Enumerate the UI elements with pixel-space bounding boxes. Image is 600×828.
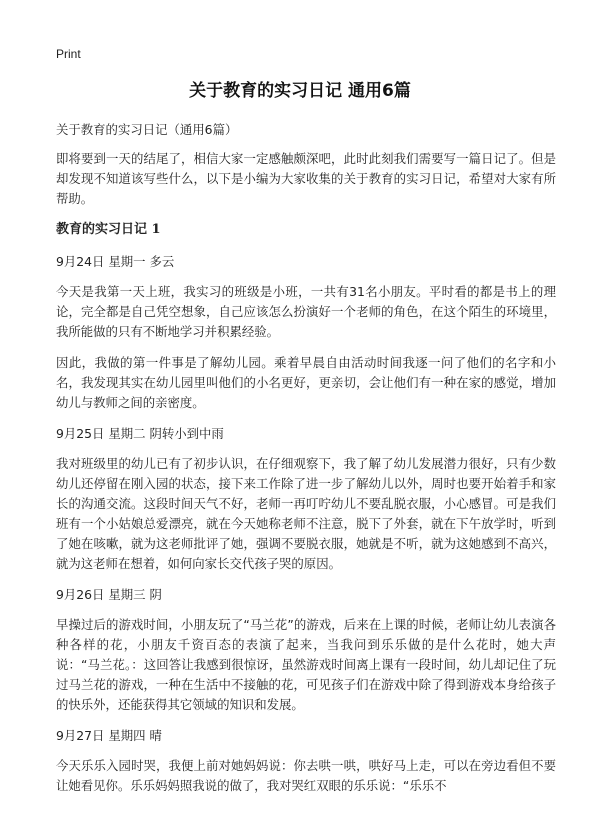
entry-paragraph: 今天乐乐入园时哭，我便上前对她妈妈说：你去哄一哄，哄好马上走，可以在旁边看但不要让她看见你。乐乐妈妈照我说的做了，我对哭红双眼的乐乐说：“乐乐不 <box>56 758 556 793</box>
entry-paragraph: 今天是我第一天上班，我实习的班级是小班，一共有31名小朋友。平时看的都是书上的理论，完全都是自己凭空想象，自己应该怎么扮演好一个老师的角色，在这个陌生的环境里，我所能做的只有不断地学习并积累经验。 <box>56 284 556 339</box>
page-title: 关于教育的实习日记 通用6篇 <box>189 81 411 101</box>
section-heading: 教育的实习日记 1 <box>56 222 161 237</box>
entry-date: 9月25日 星期二 阴转小到中雨 <box>56 426 224 441</box>
entry-date: 9月26日 星期三 阴 <box>56 587 162 602</box>
entry-paragraph: 因此，我做的第一件事是了解幼儿园。乘着早晨自由活动时间我逐一问了他们的名字和小名，我发现其实在幼儿园里叫他们的小名更好，更亲切，会让他们有一种在家的感觉，增加幼儿与教师之间的亲密度。 <box>56 355 556 410</box>
entry-date: 9月27日 星期四 晴 <box>56 728 162 743</box>
entry-date: 9月24日 星期一 多云 <box>56 254 175 269</box>
document-subtitle: 关于教育的实习日记（通用6篇） <box>56 122 238 137</box>
entry-paragraph: 我对班级里的幼儿已有了初步认识，在仔细观察下，我了解了幼儿发展潜力很好，只有少数幼儿还停留在刚入园的状态，接下来工作除了进一步了解幼儿以外，周时也要开始着手和家长的沟通交流。这段时间天气不好，老师一再叮咛幼儿不要乱脱衣服，小心感冒。可是我们班有一个小姑娘总爱漂亮，就在今天她称老师不注意，脱下了外套，就在下午放学时，听到了她在咳嗽，就为这老师批评了她，强调不要脱衣服，她就是不听，就为这她感到不高兴，就为这老师在想着，如何向家长交代孩子哭的原因。 <box>56 456 556 571</box>
print-link[interactable]: Print <box>56 47 81 61</box>
intro-paragraph: 即将要到一天的结尾了，相信大家一定感触颇深吧，此时此刻我们需要写一篇日记了。但是却发现不知道该写些什么，以下是小编为大家收集的关于教育的实习日记，希望对大家有所帮助。 <box>56 151 556 206</box>
document-body <box>56 120 556 807</box>
entry-paragraph: 早操过后的游戏时间，小朋友玩了“马兰花”的游戏，后来在上课的时候，老师让幼儿表演各种各样的花，小朋友千资百态的表演了起来，当我问到乐乐做的是什么花时，她大声说：“马兰花。：这回答让我感到很惊讶，虽然游戏时间离上课有一段时间，幼儿却记住了玩过马兰花的游戏，一种在生活中不接触的花，可见孩子们在游戏中除了得到游戏本身给孩子的快乐外，还能获得其它领域的知识和发展。 <box>56 617 556 712</box>
